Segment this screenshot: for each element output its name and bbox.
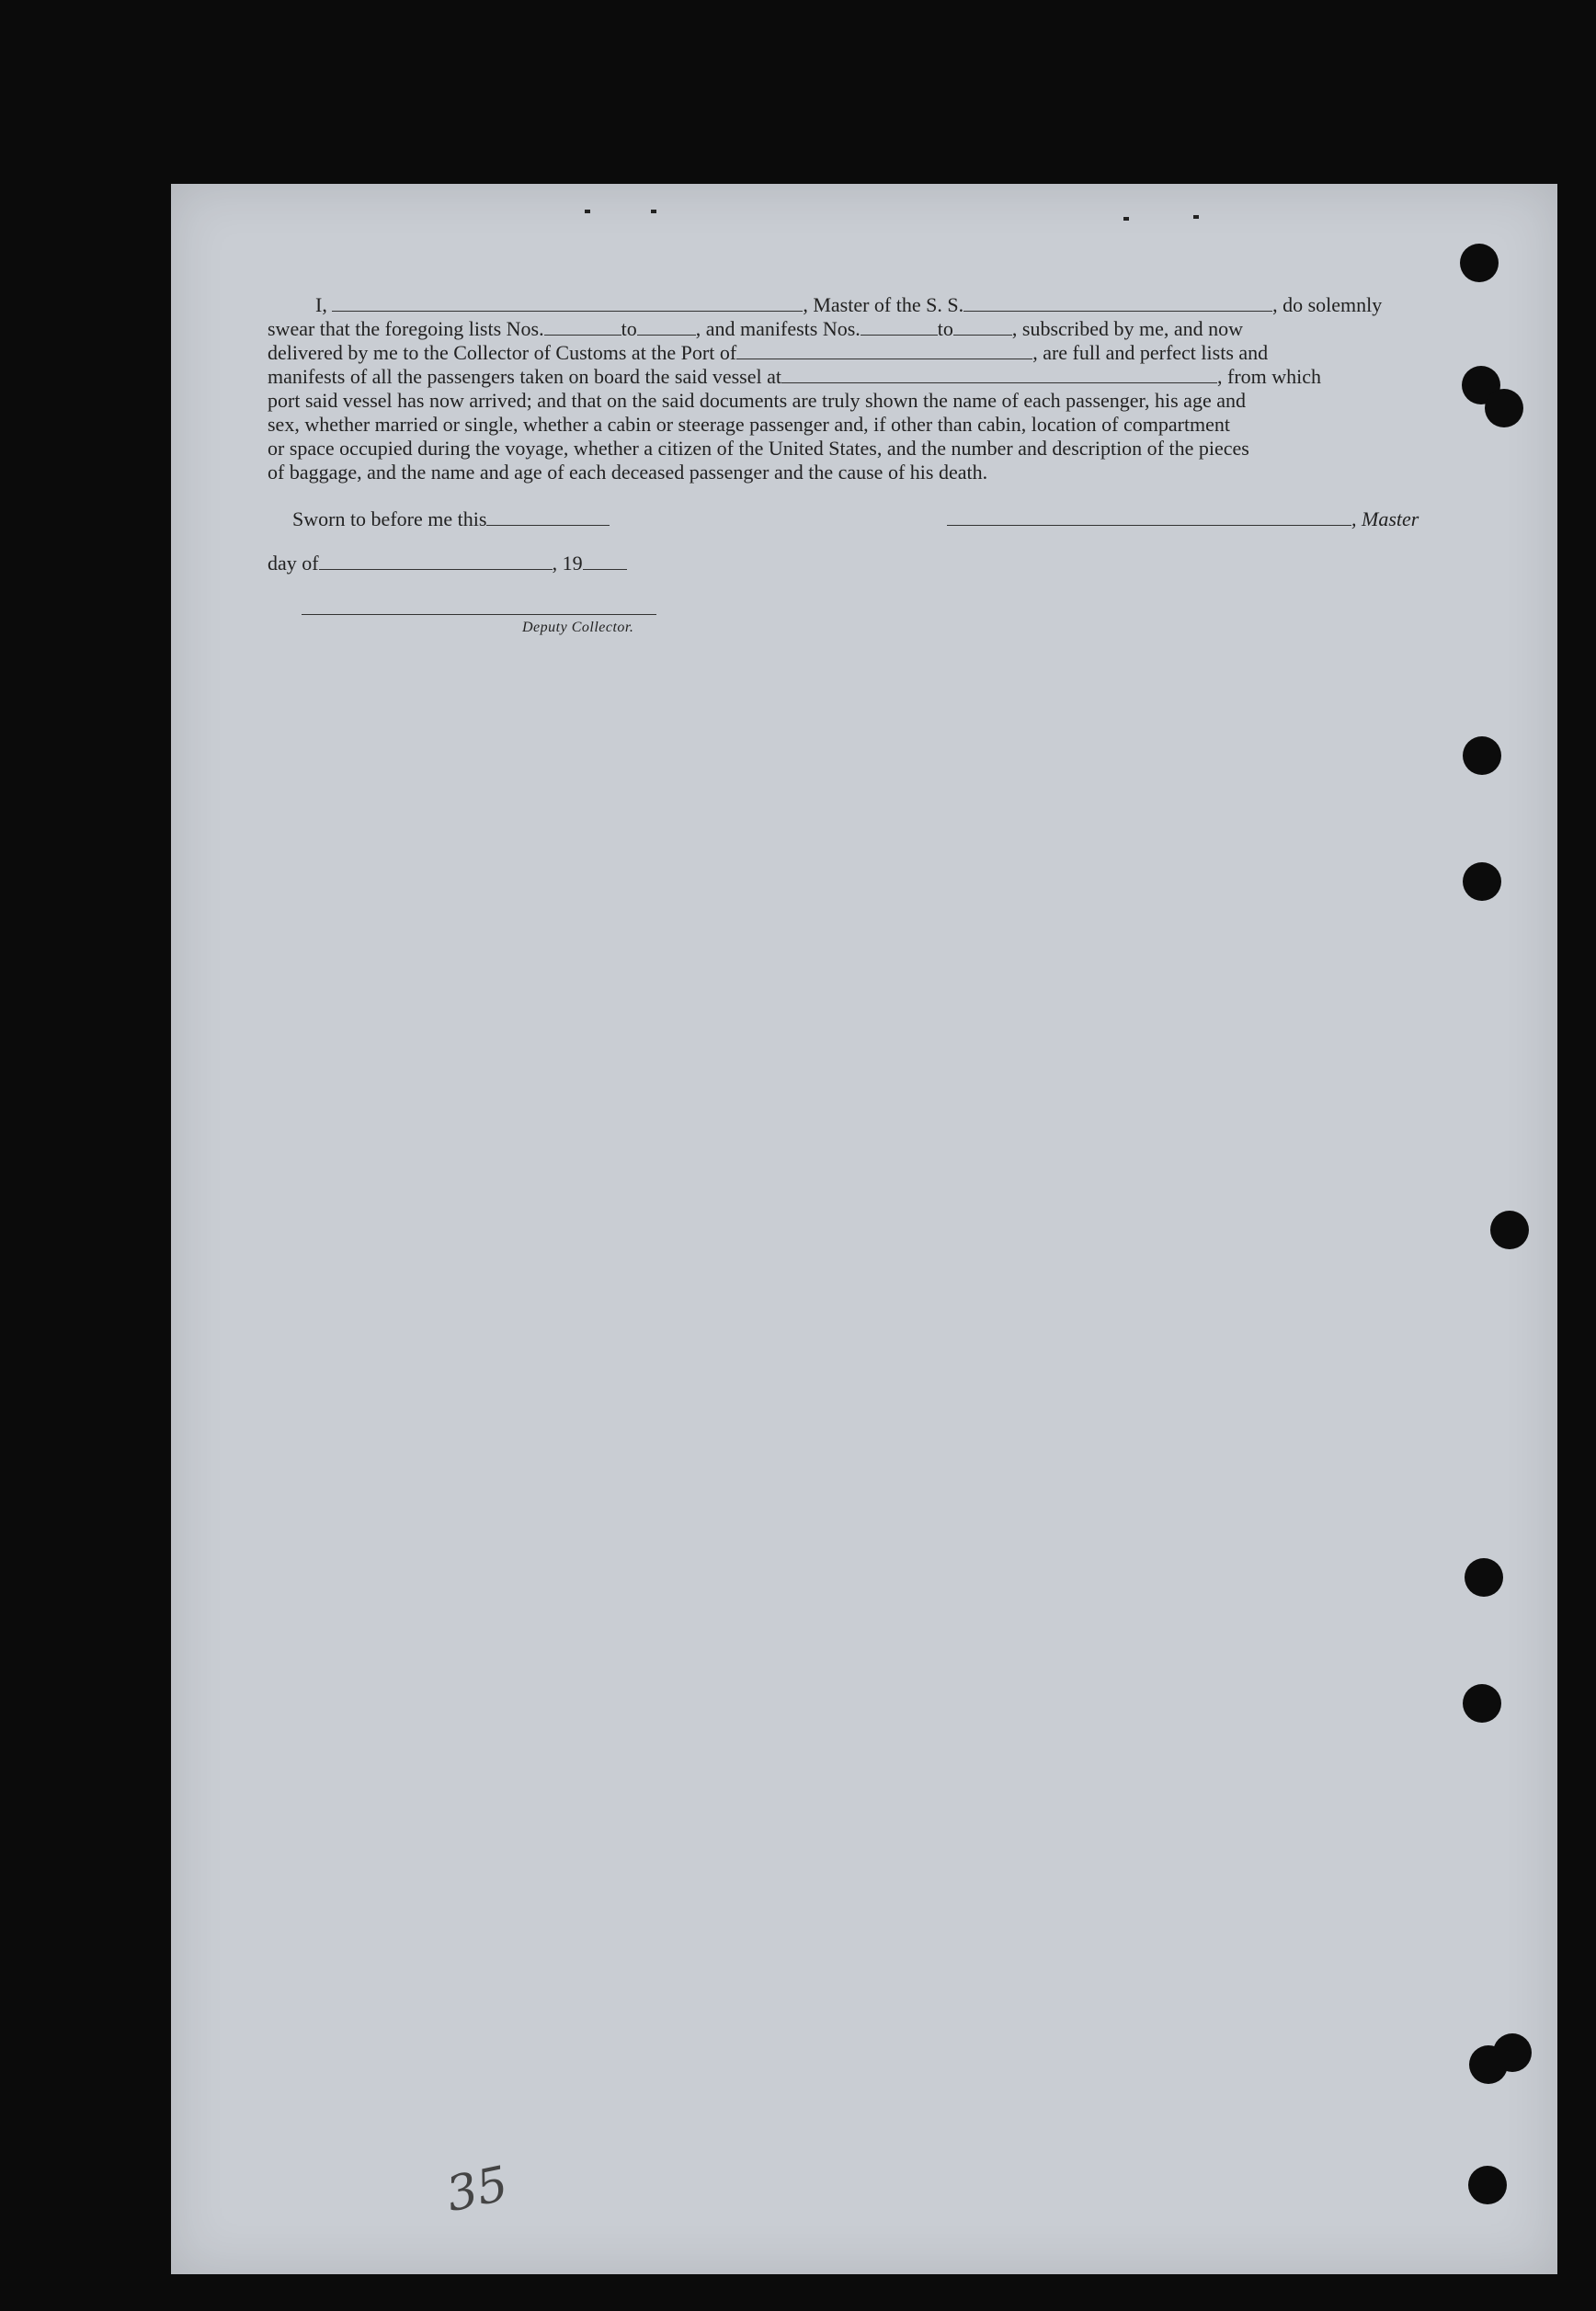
oath-text: delivered by me to the Collector of Customs at the Port of <box>268 341 737 364</box>
oath-text: sex, whether married or single, whether a cabin or steerage passenger and, if other than cabin, location of compartment <box>268 413 1231 436</box>
oath-text: swear that the foregoing lists Nos. <box>268 317 544 340</box>
punch-hole <box>1463 862 1501 901</box>
name-blank[interactable] <box>332 294 803 312</box>
punch-hole <box>1465 1558 1503 1597</box>
year-blank[interactable] <box>583 552 627 570</box>
manifest-no-to-blank[interactable] <box>953 318 1012 336</box>
ink-mark <box>651 210 656 213</box>
deputy-collector-label: Deputy Collector. <box>522 620 634 635</box>
punch-hole <box>1485 389 1523 427</box>
list-no-from-blank[interactable] <box>544 318 621 336</box>
oath-text: , subscribed by me, and now <box>1011 317 1244 340</box>
ship-name-blank[interactable] <box>963 294 1272 312</box>
punch-hole <box>1463 736 1501 775</box>
port-blank[interactable] <box>736 342 1032 359</box>
master-signature-row <box>947 507 1419 531</box>
sworn-day-blank[interactable] <box>486 508 610 526</box>
oath-text: port said vessel has now arrived; and that on the said documents are truly shown the name of each passenger, his age and <box>268 389 1246 412</box>
oath-text: , and manifests Nos. <box>695 317 861 340</box>
sworn-row <box>292 507 610 531</box>
punch-hole <box>1469 2045 1508 2084</box>
punch-hole <box>1460 244 1499 282</box>
deputy-signature-line[interactable] <box>302 614 656 615</box>
list-no-to-blank[interactable] <box>637 318 696 336</box>
oath-text: , from which <box>1217 365 1322 388</box>
oath-text: , do solemnly <box>1272 293 1383 316</box>
sworn-label: Sworn to before me this <box>292 507 487 530</box>
ink-mark <box>585 210 590 213</box>
oath-text: , are full and perfect lists and <box>1032 341 1269 364</box>
oath-text: or space occupied during the voyage, whether a citizen of the United States, and the number and description of the pieces <box>268 437 1249 460</box>
oath-paragraph <box>268 293 1431 484</box>
oath-text: to <box>937 317 953 340</box>
date-row <box>268 552 627 575</box>
oath-text: to <box>621 317 637 340</box>
oath-text: I, <box>315 293 327 316</box>
ink-mark <box>1193 215 1199 219</box>
month-blank[interactable] <box>319 552 553 570</box>
master-signature-blank[interactable] <box>947 508 1351 526</box>
master-label: , Master <box>1351 507 1419 530</box>
manifest-no-from-blank[interactable] <box>861 318 938 336</box>
punch-hole <box>1463 1684 1501 1723</box>
oath-text: of baggage, and the name and age of each deceased passenger and the cause of his death. <box>268 461 988 484</box>
oath-text: manifests of all the passengers taken on board the said vessel at <box>268 365 782 388</box>
punch-hole <box>1468 2166 1507 2204</box>
ink-mark <box>1123 217 1129 221</box>
oath-text: , Master of the S. S. <box>803 293 964 316</box>
document-page <box>171 184 1557 2274</box>
day-of-label: day of <box>268 552 319 575</box>
year-label: , 19 <box>552 552 583 575</box>
handwritten-number: 35 <box>441 2156 513 2224</box>
punch-hole <box>1490 1211 1529 1249</box>
departure-port-blank[interactable] <box>781 366 1217 383</box>
